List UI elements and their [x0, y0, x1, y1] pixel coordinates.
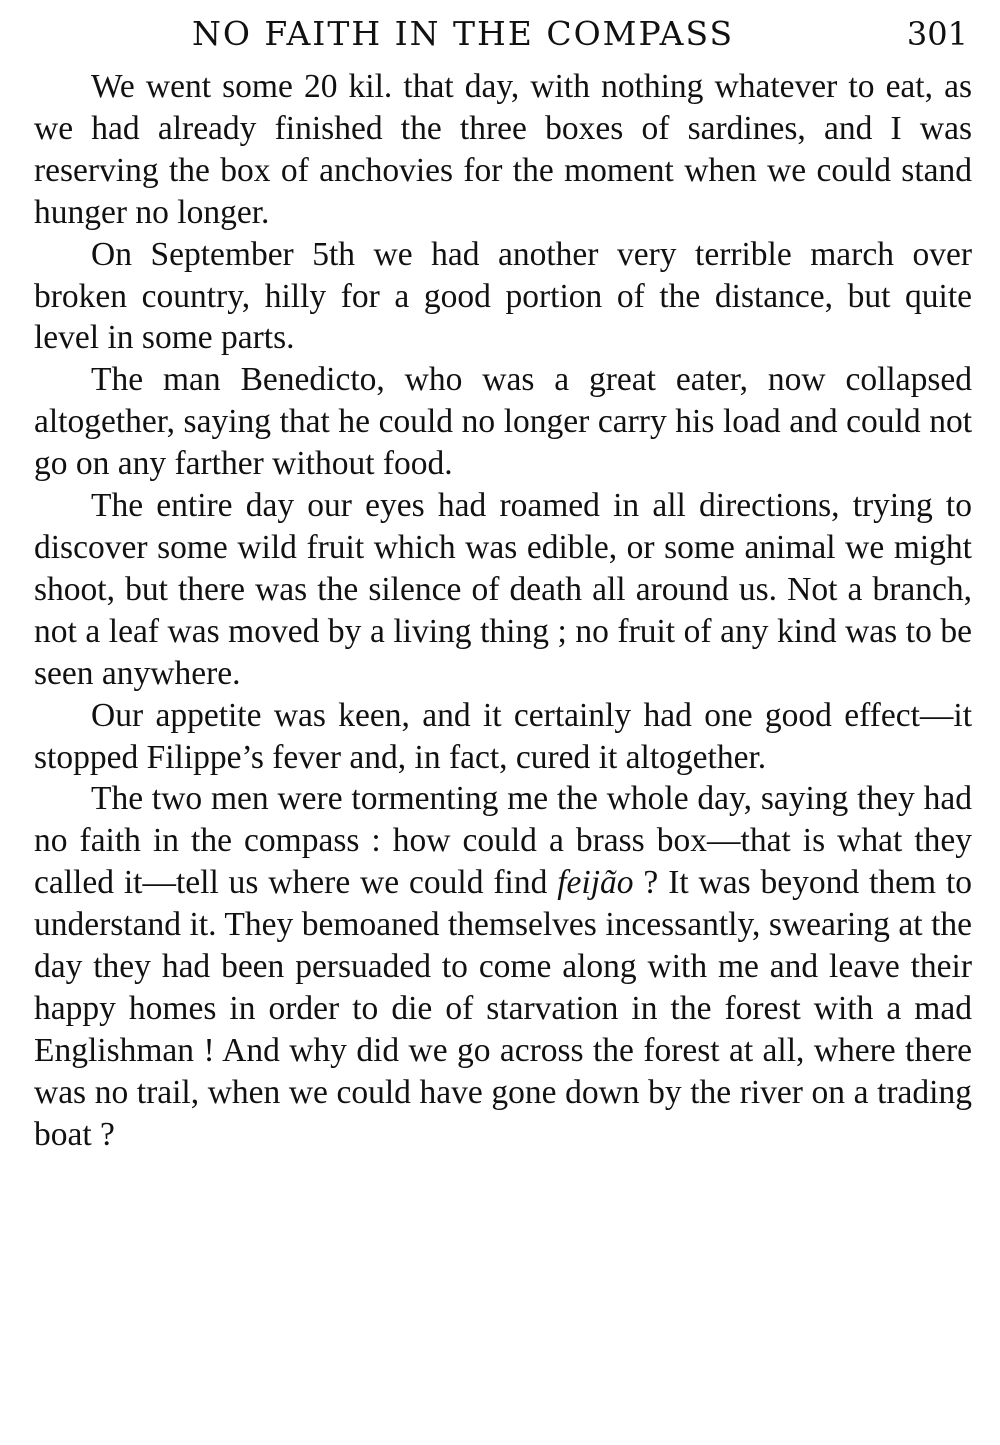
running-title: NO FAITH IN THE COMPASS — [192, 14, 735, 53]
paragraph: The entire day our eyes had roamed in all directions, trying to discover some wild fruit which was edible, or some animal we might shoot, but there was the silence of death all around us. Not a branch, not a leaf was moved by a living thing ; no fruit of any kind was to be seen anywhere. — [34, 487, 972, 692]
body-text — [34, 66, 972, 1156]
paragraph: Our appetite was keen, and it certainly had one good effect—it stopped Filippe’s fever and, in fact, cured it altogether. — [34, 696, 972, 776]
paragraph: We went some 20 kil. that day, with nothing whatever to eat, as we had already finished the three boxes of sardines, and I was reserving the box of anchovies for the moment when we could stand hunger no longer. — [34, 68, 972, 231]
book-page — [34, 14, 972, 1156]
paragraph-text: The two men were tormenting me the whole day, saying they had no faith in the compass : how could a brass box—that is what they called it—tell us where we could find — [34, 780, 972, 902]
paragraph: On September 5th we had another very terrible march over broken country, hilly for a good portion of the distance, but quite level in some parts. — [34, 235, 972, 357]
paragraph: The man Benedicto, who was a great eater, now collapsed altogether, saying that he could no longer carry his load and could not go on any farther without food. — [34, 361, 972, 483]
page-number: 301 — [906, 15, 968, 53]
page-header — [34, 14, 972, 62]
paragraph — [34, 778, 972, 1155]
italic-word: feijão — [557, 864, 634, 902]
paragraph-text: ? It was beyond them to understand it. They bemoaned themselves incessantly, swearing at the day they had been persuaded to come along with me and leave their happy homes in order to die of starvation in the forest with a mad Englishman ! And why did we go across the forest at all, where there was no trail, when we could have gone down by the river on a trading boat ? — [34, 864, 973, 1153]
